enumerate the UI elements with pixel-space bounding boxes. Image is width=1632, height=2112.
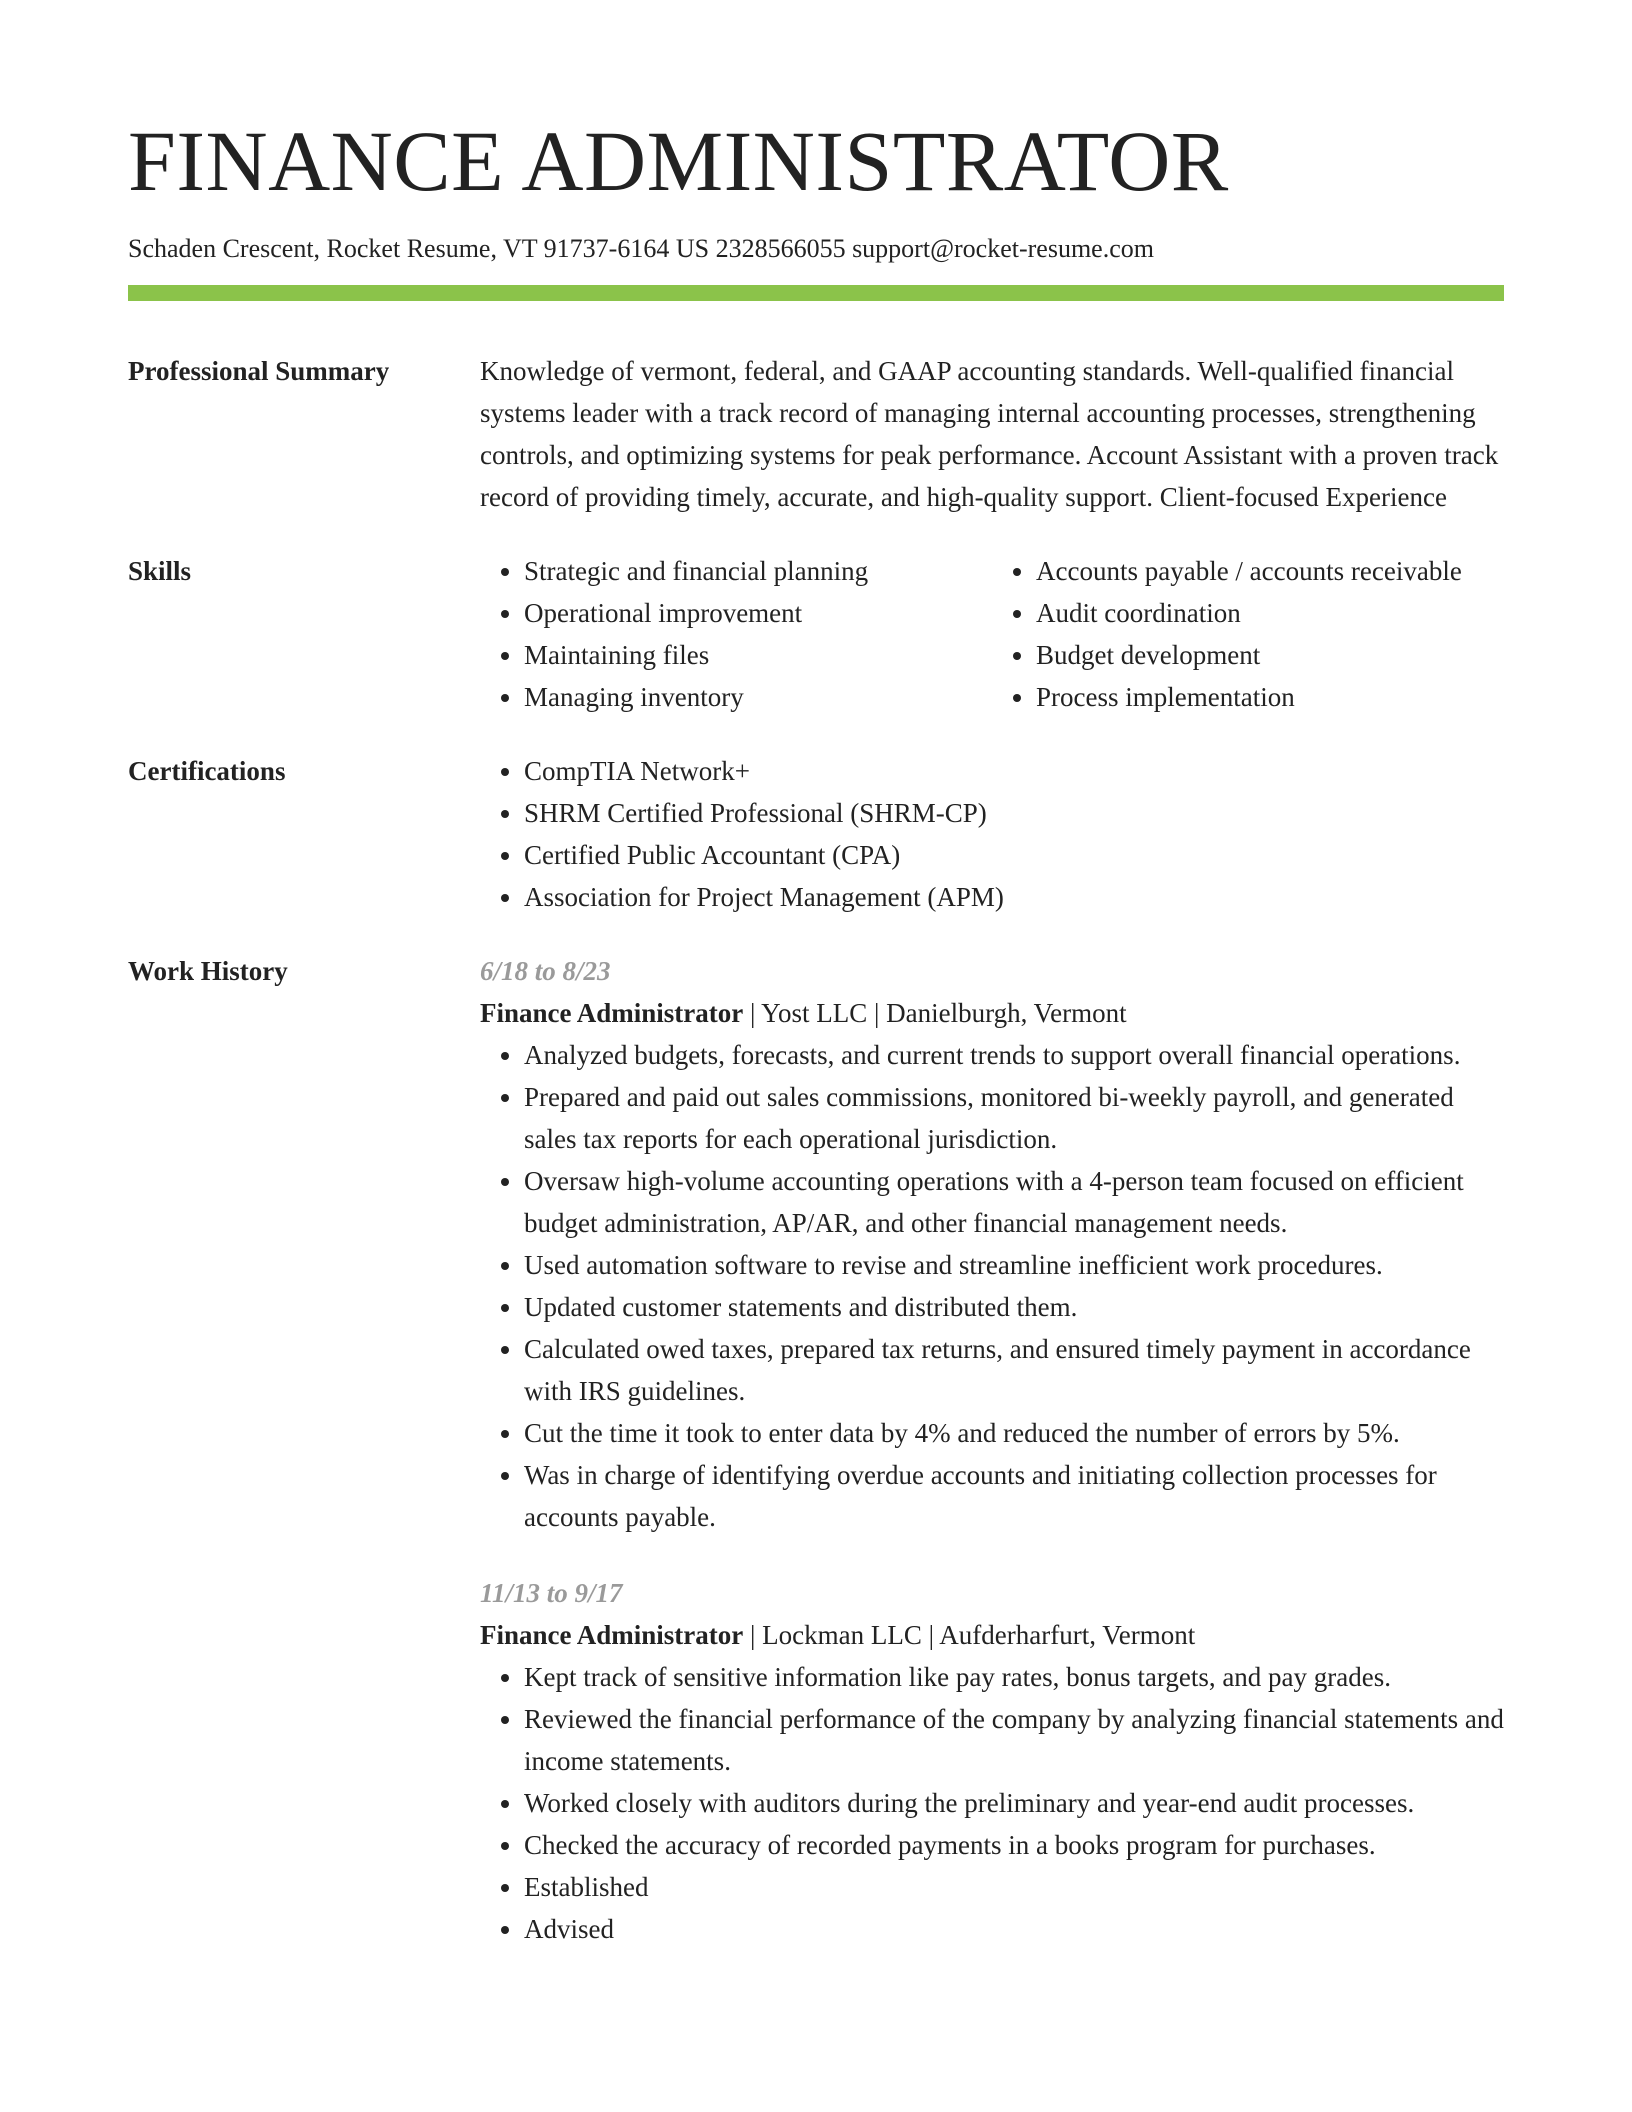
job-bullet: • Established bbox=[524, 1866, 1504, 1908]
job-bullet: • Checked the accuracy of recorded payments in a books program for purchases. bbox=[524, 1824, 1504, 1866]
resume-body bbox=[128, 350, 1504, 1984]
job-role: Finance Administrator bbox=[480, 1620, 744, 1650]
job-bullet: • Updated customer statements and distributed them. bbox=[524, 1286, 1504, 1328]
certification-item: • SHRM Certified Professional (SHRM-CP) bbox=[524, 792, 1504, 834]
job-bullet: • Was in charge of identifying overdue accounts and initiating collection processes for accounts payable. bbox=[524, 1454, 1504, 1538]
skill-item: • Managing inventory bbox=[524, 676, 992, 718]
job-bullet: • Analyzed budgets, forecasts, and current trends to support overall financial operations. bbox=[524, 1034, 1504, 1076]
job-bullet: • Worked closely with auditors during the preliminary and year-end audit processes. bbox=[524, 1782, 1504, 1824]
job-heading bbox=[480, 992, 1504, 1034]
job-bullets bbox=[480, 1656, 1504, 1950]
summary-text: Knowledge of vermont, federal, and GAAP accounting standards. Well-qualified financial systems leader with a track record of managing internal accounting processes, strengthening controls, and optimizing systems for peak performance. Account Assistant with a proven track record of providing timely, accurate, and high-quality support. Client-focused Experience bbox=[480, 356, 1499, 512]
contact-line: Schaden Crescent, Rocket Resume, VT 91737-6164 US 2328566055 support@rocket-resume.com bbox=[128, 234, 1154, 263]
skills-section bbox=[128, 550, 1504, 718]
certifications-section bbox=[128, 750, 1504, 918]
job-bullet: • Oversaw high-volume accounting operations with a 4-person team focused on efficient budget administration, AP/AR, and other financial management needs. bbox=[524, 1160, 1504, 1244]
skill-item: • Accounts payable / accounts receivable bbox=[1036, 550, 1504, 592]
resume-title: FINANCE ADMINISTRATOR bbox=[128, 113, 1229, 209]
certification-item: • Certified Public Accountant (CPA) bbox=[524, 834, 1504, 876]
skill-item: • Audit coordination bbox=[1036, 592, 1504, 634]
summary-section bbox=[128, 350, 1504, 518]
skills-list-right bbox=[992, 550, 1504, 718]
skill-item: • Operational improvement bbox=[524, 592, 992, 634]
certification-item: • CompTIA Network+ bbox=[524, 750, 1504, 792]
job-entry bbox=[480, 1572, 1504, 1950]
job-company-location: | Lockman LLC | Aufderharfurt, Vermont bbox=[743, 1620, 1196, 1650]
job-bullet: • Calculated owed taxes, prepared tax returns, and ensured timely payment in accordance with IRS guidelines. bbox=[524, 1328, 1504, 1412]
work-history-section bbox=[128, 950, 1504, 1950]
job-entry bbox=[480, 950, 1504, 1538]
skill-item: • Maintaining files bbox=[524, 634, 992, 676]
job-bullet: • Used automation software to revise and streamline inefficient work procedures. bbox=[524, 1244, 1504, 1286]
accent-divider bbox=[128, 285, 1504, 301]
section-title-work-history: Work History bbox=[128, 956, 288, 986]
section-title-summary: Professional Summary bbox=[128, 356, 390, 386]
job-bullet: • Reviewed the financial performance of the company by analyzing financial statements and income statements. bbox=[524, 1698, 1504, 1782]
job-bullet: • Advised bbox=[524, 1908, 1504, 1950]
skill-item: • Budget development bbox=[1036, 634, 1504, 676]
skills-list-left bbox=[480, 550, 992, 718]
job-company-location: | Yost LLC | Danielburgh, Vermont bbox=[743, 998, 1127, 1028]
job-bullet: • Prepared and paid out sales commissions, monitored bi-weekly payroll, and generated sales tax reports for each operational jurisdiction. bbox=[524, 1076, 1504, 1160]
certification-item: • Association for Project Management (APM) bbox=[524, 876, 1504, 918]
job-role: Finance Administrator bbox=[480, 998, 744, 1028]
section-title-skills: Skills bbox=[128, 556, 192, 586]
certifications-list bbox=[480, 750, 1504, 918]
skill-item: • Process implementation bbox=[1036, 676, 1504, 718]
skill-item: • Strategic and financial planning bbox=[524, 550, 992, 592]
job-bullet: • Cut the time it took to enter data by 4% and reduced the number of errors by 5%. bbox=[524, 1412, 1504, 1454]
job-heading bbox=[480, 1614, 1504, 1656]
job-bullets bbox=[480, 1034, 1504, 1538]
job-bullet: • Kept track of sensitive information like pay rates, bonus targets, and pay grades. bbox=[524, 1656, 1504, 1698]
job-dates: 6/18 to 8/23 bbox=[480, 956, 611, 986]
section-title-certifications: Certifications bbox=[128, 756, 286, 786]
job-dates: 11/13 to 9/17 bbox=[480, 1578, 623, 1608]
